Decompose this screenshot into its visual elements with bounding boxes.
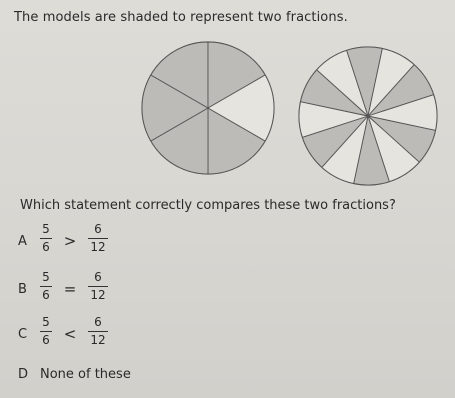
fraction-bar xyxy=(40,238,52,239)
choice-letter: B xyxy=(18,282,27,297)
choice-c[interactable] xyxy=(18,315,218,355)
circle-model-twelfths xyxy=(299,47,437,185)
circle-model-sixths xyxy=(142,42,274,174)
choice-letter: A xyxy=(18,234,27,249)
denominator: 12 xyxy=(90,288,106,302)
intro-text: The models are shaded to represent two fractions. xyxy=(14,10,348,25)
fraction-bar xyxy=(88,238,108,239)
fraction-bar xyxy=(88,331,108,332)
relation-symbol: > xyxy=(63,232,77,250)
fraction-left xyxy=(40,270,52,303)
choice-b[interactable] xyxy=(18,270,218,310)
fraction-models xyxy=(138,40,443,190)
fraction-bar xyxy=(88,286,108,287)
choice-d[interactable] xyxy=(18,367,131,382)
numerator: 5 xyxy=(42,270,50,284)
relation-symbol: < xyxy=(63,325,77,343)
question-text: Which statement correctly compares these two fractions? xyxy=(20,198,396,213)
numerator: 6 xyxy=(94,315,102,329)
denominator: 12 xyxy=(90,240,106,254)
numerator: 6 xyxy=(94,222,102,236)
fraction-bar xyxy=(40,286,52,287)
fraction-right xyxy=(88,270,108,303)
relation-symbol: = xyxy=(63,280,77,298)
numerator: 5 xyxy=(42,315,50,329)
fraction-right xyxy=(88,315,108,348)
denominator: 6 xyxy=(42,240,50,254)
denominator: 12 xyxy=(90,333,106,347)
fraction-bar xyxy=(40,331,52,332)
numerator: 6 xyxy=(94,270,102,284)
choice-letter: C xyxy=(18,327,28,342)
denominator: 6 xyxy=(42,288,50,302)
choice-letter: D xyxy=(18,367,29,382)
fraction-left xyxy=(40,315,52,348)
denominator: 6 xyxy=(42,333,50,347)
choice-a[interactable] xyxy=(18,222,218,262)
numerator: 5 xyxy=(42,222,50,236)
fraction-right xyxy=(88,222,108,255)
choice-text: None of these xyxy=(40,367,131,382)
fraction-left xyxy=(40,222,52,255)
